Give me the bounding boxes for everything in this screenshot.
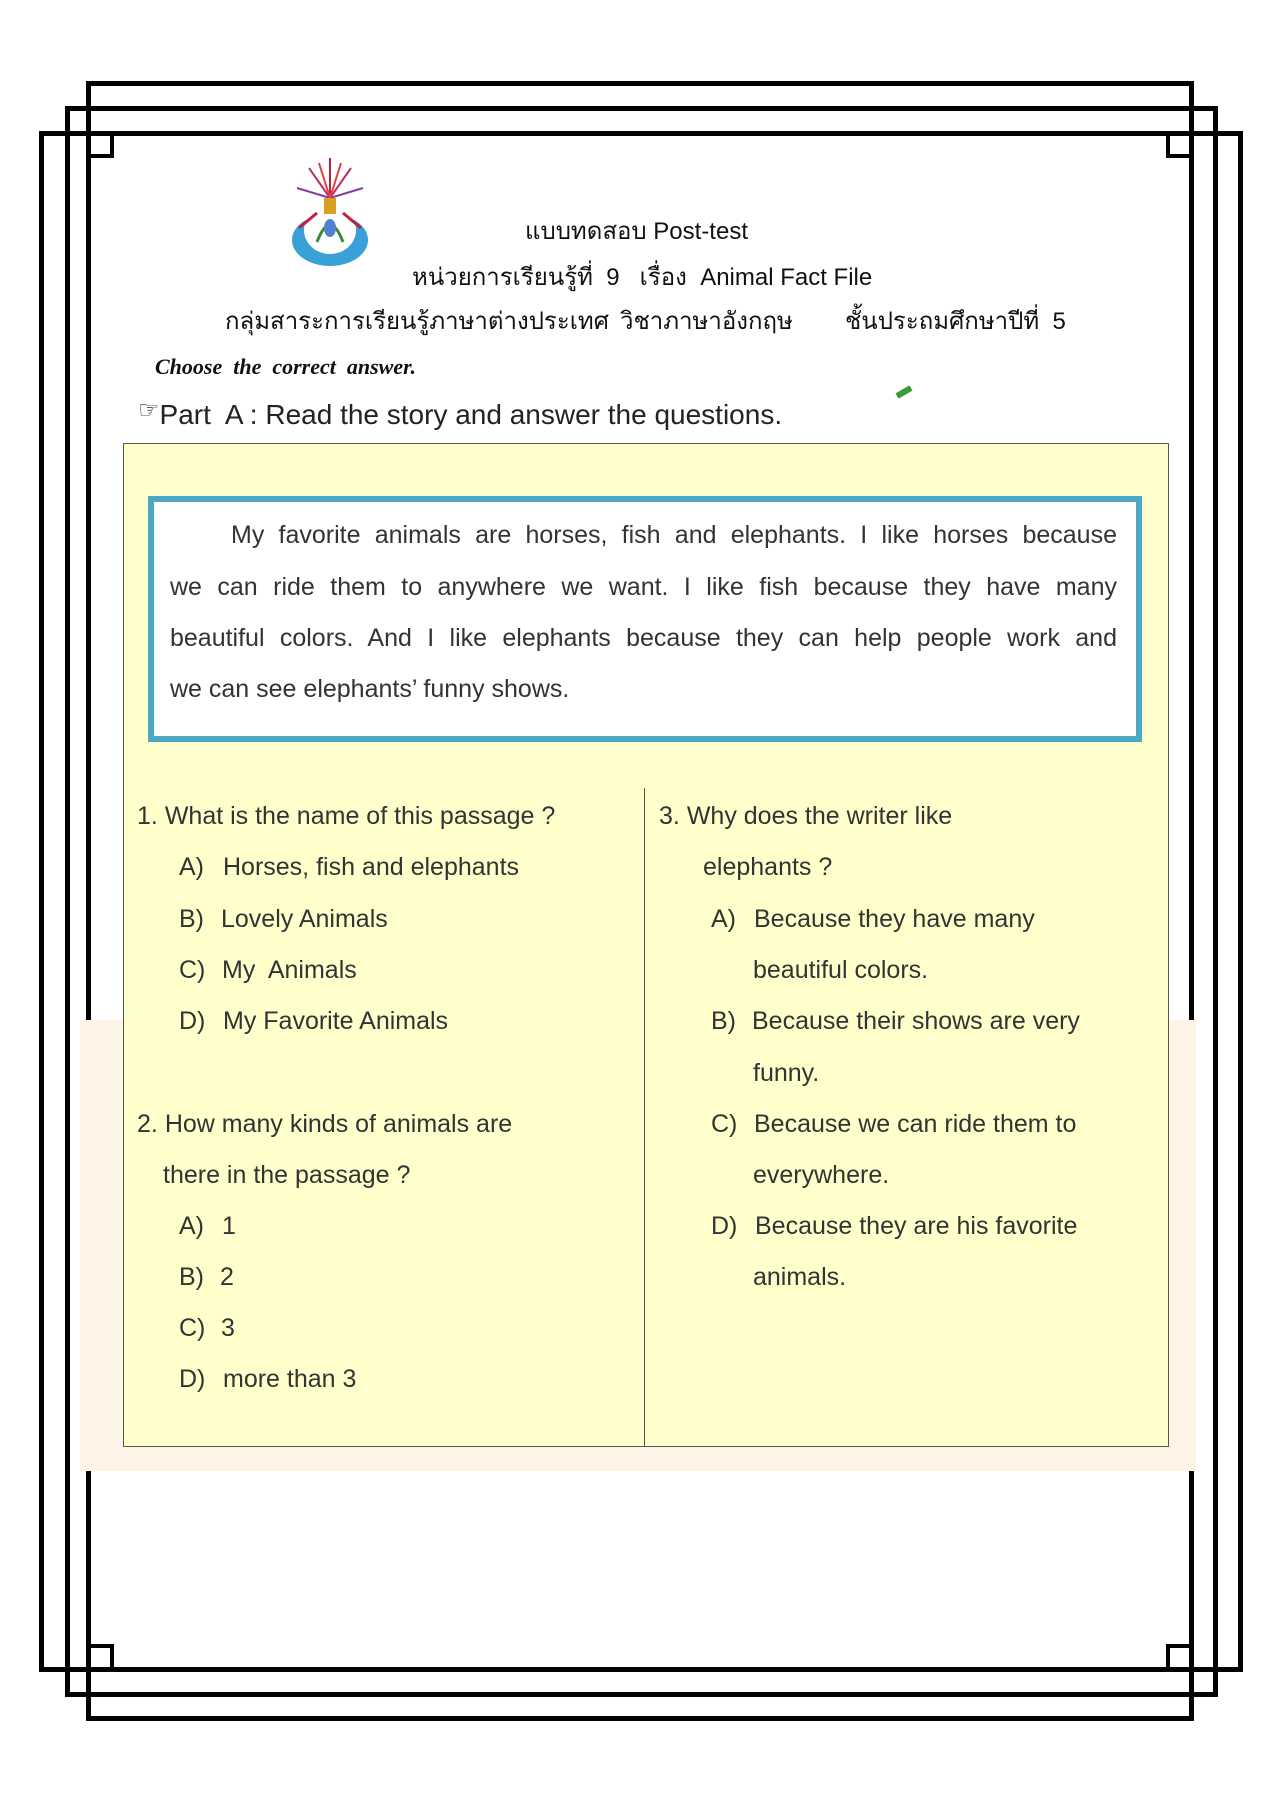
option-3c-text: Because we can ride them to xyxy=(754,1110,1077,1138)
option-3b[interactable] xyxy=(711,1006,736,1036)
option-letter: A) xyxy=(179,1212,204,1240)
frame-corner-top-right xyxy=(1166,131,1193,158)
option-3a-text-cont: beautiful colors. xyxy=(753,956,929,984)
test-title: แบบทดสอบ Post-test xyxy=(524,218,748,245)
option-2c-text: 3 xyxy=(221,1314,235,1342)
question-text: Why does the writer like xyxy=(686,802,953,830)
option-3b-text: Because their shows are very xyxy=(752,1007,1080,1035)
frame-corner-top-left xyxy=(87,131,114,158)
frame-corner-bottom-right xyxy=(1166,1644,1193,1671)
option-letter: C) xyxy=(179,1314,206,1342)
option-1d[interactable] xyxy=(179,1006,205,1036)
question-number: 1. xyxy=(137,802,158,830)
option-2b[interactable] xyxy=(179,1262,204,1292)
subject-name: วิชาภาษาอังกฤษ xyxy=(620,308,793,335)
passage-line: beautiful colors. And I like elephants because they can help people work and xyxy=(170,624,1117,652)
option-letter: A) xyxy=(711,905,736,933)
pointing-hand-icon: ☞ xyxy=(138,396,160,424)
question-text: What is the name of this passage ? xyxy=(164,802,556,830)
option-1b-text: Lovely Animals xyxy=(221,905,388,933)
option-3d[interactable] xyxy=(711,1211,737,1241)
option-letter: A) xyxy=(179,853,204,881)
passage-line: we can see elephants’ funny shows. xyxy=(170,675,570,703)
option-letter: D) xyxy=(179,1007,206,1035)
part-a-title: Part A : Read the story and answer the questions. xyxy=(159,399,783,430)
option-3c-text-cont: everywhere. xyxy=(753,1161,890,1189)
option-letter: B) xyxy=(179,905,204,933)
option-1b[interactable] xyxy=(179,904,204,934)
option-letter: D) xyxy=(179,1365,206,1393)
option-letter: B) xyxy=(179,1263,204,1291)
question-number: 3. xyxy=(659,802,680,830)
option-1a[interactable] xyxy=(179,852,204,882)
option-2a-text: 1 xyxy=(222,1212,236,1240)
option-2a[interactable] xyxy=(179,1211,204,1241)
question-text: How many kinds of animals are xyxy=(164,1110,513,1138)
option-1a-text: Horses, fish and elephants xyxy=(223,853,520,881)
unit-line: หน่วยการเรียนรู้ที่ 9 เรื่อง Animal Fact File xyxy=(412,264,873,291)
frame-corner-bottom-left xyxy=(87,1644,114,1671)
option-2d-text: more than 3 xyxy=(223,1365,357,1393)
option-letter: C) xyxy=(179,956,206,984)
option-3d-text-cont: animals. xyxy=(753,1263,847,1291)
option-2c[interactable] xyxy=(179,1313,205,1343)
option-3c[interactable] xyxy=(711,1109,737,1139)
passage-line: My favorite animals are horses, fish and elephants. I like horses because xyxy=(231,521,1117,549)
option-3b-text-cont: funny. xyxy=(753,1059,820,1087)
option-1c[interactable] xyxy=(179,955,205,985)
question-3 xyxy=(659,801,952,831)
option-1d-text: My Favorite Animals xyxy=(223,1007,449,1035)
option-2d[interactable] xyxy=(179,1364,205,1394)
option-1c-text: My Animals xyxy=(222,956,357,984)
passage-line: we can ride them to anywhere we want. I like fish because they have many xyxy=(170,573,1117,601)
question-3-text-cont: elephants ? xyxy=(703,853,833,881)
grade-level: ชั้นประถมศึกษาปีที่ 5 xyxy=(845,308,1066,335)
option-2b-text: 2 xyxy=(220,1263,234,1291)
question-number: 2. xyxy=(137,1110,158,1138)
column-divider xyxy=(644,788,645,1447)
question-2 xyxy=(137,1109,512,1139)
option-3a[interactable] xyxy=(711,904,736,934)
instruction: Choose the correct answer. xyxy=(155,354,416,379)
subject-group: กลุ่มสาระการเรียนรู้ภาษาต่างประเทศ xyxy=(225,308,609,335)
option-letter: D) xyxy=(711,1212,738,1240)
option-3a-text: Because they have many xyxy=(754,905,1035,933)
question-2-text-cont: there in the passage ? xyxy=(163,1161,411,1189)
option-letter: B) xyxy=(711,1007,736,1035)
question-1 xyxy=(137,801,555,831)
option-letter: C) xyxy=(711,1110,738,1138)
option-3d-text: Because they are his favorite xyxy=(755,1212,1078,1240)
part-a-heading xyxy=(138,396,782,431)
